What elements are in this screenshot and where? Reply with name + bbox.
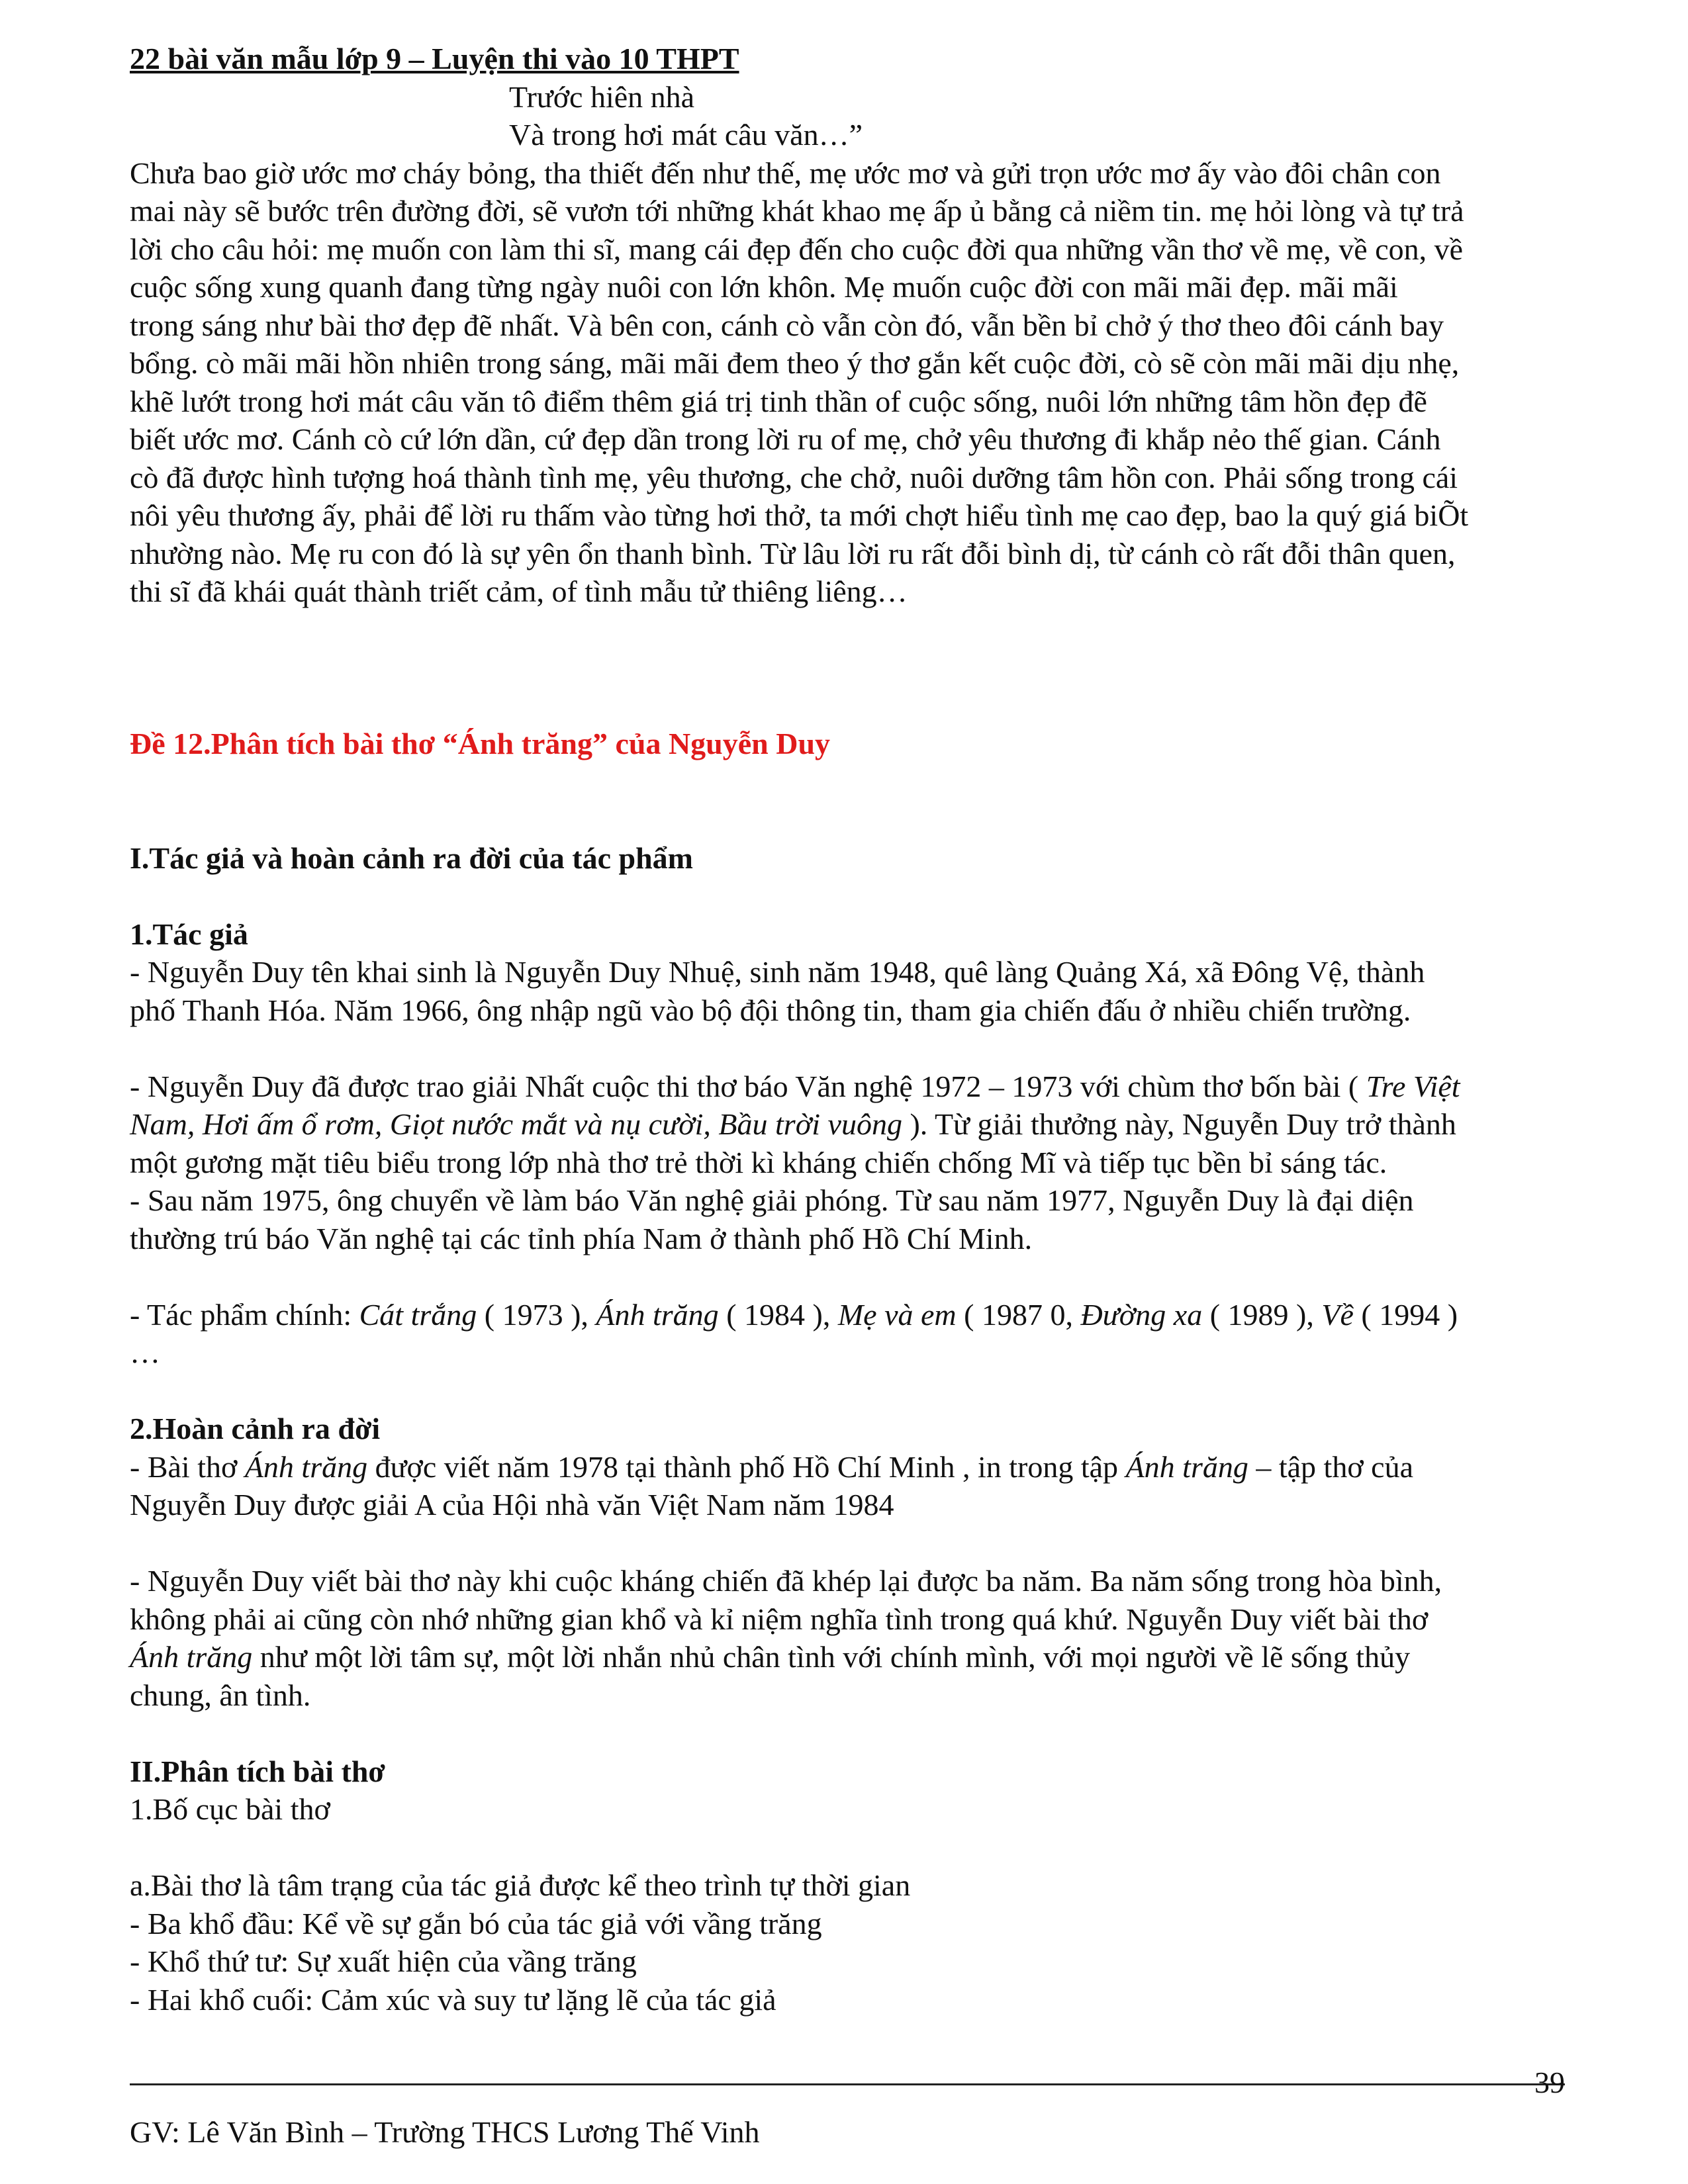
paragraph-line: trong sáng như bài thơ đẹp đẽ nhất. Và bên con, cánh cò vẫn còn đó, vẫn bền bỉ chở ý thơ theo đôi cánh bay	[130, 308, 1444, 342]
career-line: thường trú báo Văn nghệ tại các tỉnh phía Nam ở thành phố Hồ Chí Minh.	[130, 1221, 1033, 1255]
page-number: 39	[1534, 2066, 1565, 2099]
context-line: - Nguyễn Duy viết bài thơ này khi cuộc kháng chiến đã khép lại được ba năm. Ba năm sống trong hòa bình,	[130, 1564, 1442, 1598]
context-heading: 2.Hoàn cảnh ra đời	[130, 1412, 381, 1445]
works-line: - Tác phẩm chính: Cát trắng ( 1973 ), Ánh trăng ( 1984 ), Mẹ và em ( 1987 0, Đường xa ( 1989 ), Về ( 1994 )	[130, 1297, 1458, 1332]
structure-line: - Ba khổ đầu: Kể về sự gắn bó của tác giả với vầng trăng	[130, 1906, 822, 1940]
paragraph-line: cuộc sống xung quanh đang từng ngày nuôi con lớn khôn. Mẹ muốn cuộc đời con mãi mãi đẹp. mãi mãi	[130, 270, 1398, 304]
part1-heading: I.Tác giả và hoàn cảnh ra đời của tác phẩm	[130, 841, 693, 875]
works-tail: …	[130, 1336, 160, 1369]
award-line: Nam, Hơi ấm ổ rơm, Giọt nước mắt và nụ cười, Bầu trời vuông ). Từ giải thưởng này, Nguyễn Duy trở thành	[130, 1107, 1456, 1141]
structure-line: - Khổ thứ tư: Sự xuất hiện của vầng trăng	[130, 1944, 637, 1978]
paragraph-line: nôi yêu thương ấy, phải để lời ru thấm vào từng hơi thở, ta mới chợt hiểu tình mẹ cao đẹp, bao la quý giá biÕt	[130, 498, 1469, 532]
footer-rule	[130, 2083, 1565, 2085]
paragraph-line: khẽ lướt trong hơi mát câu văn tô điểm thêm giá trị tinh thần of cuộc sống, nuôi lớn những tâm hồn đẹp đẽ	[130, 384, 1427, 418]
award-line: - Nguyễn Duy đã được trao giải Nhất cuộc thi thơ báo Văn nghệ 1972 – 1973 với chùm thơ bốn bài ( Tre Việt	[130, 1069, 1460, 1103]
document-body	[130, 40, 1560, 2019]
document-header: 22 bài văn mẫu lớp 9 – Luyện thi vào 10 THPT	[130, 42, 739, 75]
author-heading: 1.Tác giả	[130, 917, 248, 951]
context-line: - Bài thơ Ánh trăng được viết năm 1978 tại thành phố Hồ Chí Minh , in trong tập Ánh trăng – tập thơ của	[130, 1449, 1413, 1484]
author-line: phố Thanh Hóa. Năm 1966, ông nhập ngũ vào bộ đội thông tin, tham gia chiến đấu ở nhiều chiến trường.	[130, 993, 1411, 1027]
paragraph-line: cò đã được hình tượng hoá thành tình mẹ, yêu thương, che chở, nuôi dưỡng tâm hồn con. Phải sống trong cái	[130, 460, 1458, 494]
context-line: Ánh trăng như một lời tâm sự, một lời nhắn nhủ chân tình với chính mình, với mọi người về lẽ sống thủy	[130, 1640, 1411, 1674]
paragraph-line: bổng. cò mãi mãi hồn nhiên trong sáng, mãi mãi đem theo ý thơ gắn kết cuộc đời, cò sẽ còn mãi mãi dịu nhẹ,	[130, 346, 1460, 380]
context-line: chung, ân tình.	[130, 1678, 311, 1712]
footer-text: GV: Lê Văn Bình – Trường THCS Lương Thế Vinh	[130, 2115, 760, 2149]
career-line: - Sau năm 1975, ông chuyển về làm báo Văn nghệ giải phóng. Từ sau năm 1977, Nguyễn Duy là đại diện	[130, 1183, 1414, 1217]
paragraph-line: thi sĩ đã khái quát thành triết cảm, of tình mẫu tử thiêng liêng…	[130, 574, 908, 608]
paragraph-line: nhường nào. Mẹ ru con đó là sự yên ổn thanh bình. Từ lâu lời ru rất đỗi bình dị, từ cánh cò rất đỗi thân quen,	[130, 536, 1456, 570]
paragraph-line: mai này sẽ bước trên đường đời, sẽ vươn tới những khát khao mẹ ấp ủ bằng cả niềm tin. mẹ hỏi lòng và tự trả	[130, 194, 1464, 228]
structure-line: a.Bài thơ là tâm trạng của tác giả được kể theo trình tự thời gian	[130, 1868, 911, 1902]
paragraph-line: lời cho câu hỏi: mẹ muốn con làm thi sĩ, mang cái đẹp đến cho cuộc đời qua những vần thơ về mẹ, về con, về	[130, 232, 1464, 266]
context-line: Nguyễn Duy được giải A của Hội nhà văn Việt Nam năm 1984	[130, 1488, 894, 1522]
verse-line: Và trong hơi mát câu văn…”	[509, 118, 863, 152]
paragraph-line: Chưa bao giờ ước mơ cháy bỏng, tha thiết đến như thế, mẹ ước mơ và gửi trọn ước mơ ấy vào đôi chân con	[130, 156, 1441, 190]
paragraph-line: biết ước mơ. Cánh cò cứ lớn dần, cứ đẹp dần trong lời ru of mẹ, chở yêu thương đi khắp nẻo thế gian. Cánh	[130, 422, 1441, 456]
structure-line: - Hai khổ cuối: Cảm xúc và suy tư lặng lẽ của tác giả	[130, 1982, 776, 2017]
author-line: - Nguyễn Duy tên khai sinh là Nguyễn Duy Nhuệ, sinh năm 1948, quê làng Quảng Xá, xã Đông Vệ, thành	[130, 955, 1425, 989]
section-title: Đề 12.Phân tích bài thơ “Ánh trăng” của Nguyễn Duy	[130, 727, 831, 760]
context-line: không phải ai cũng còn nhớ những gian khổ và kỉ niệm nghĩa tình trong quá khứ. Nguyễn Duy viết bài thơ	[130, 1602, 1429, 1636]
award-line: một gương mặt tiêu biểu trong lớp nhà thơ trẻ thời kì kháng chiến chống Mĩ và tiếp tục bền bỉ sáng tác.	[130, 1145, 1387, 1179]
verse-line: Trước hiên nhà	[509, 79, 695, 114]
part2-heading: II.Phân tích bài thơ	[130, 1754, 385, 1788]
structure-heading: 1.Bố cục bài thơ	[130, 1792, 330, 1826]
